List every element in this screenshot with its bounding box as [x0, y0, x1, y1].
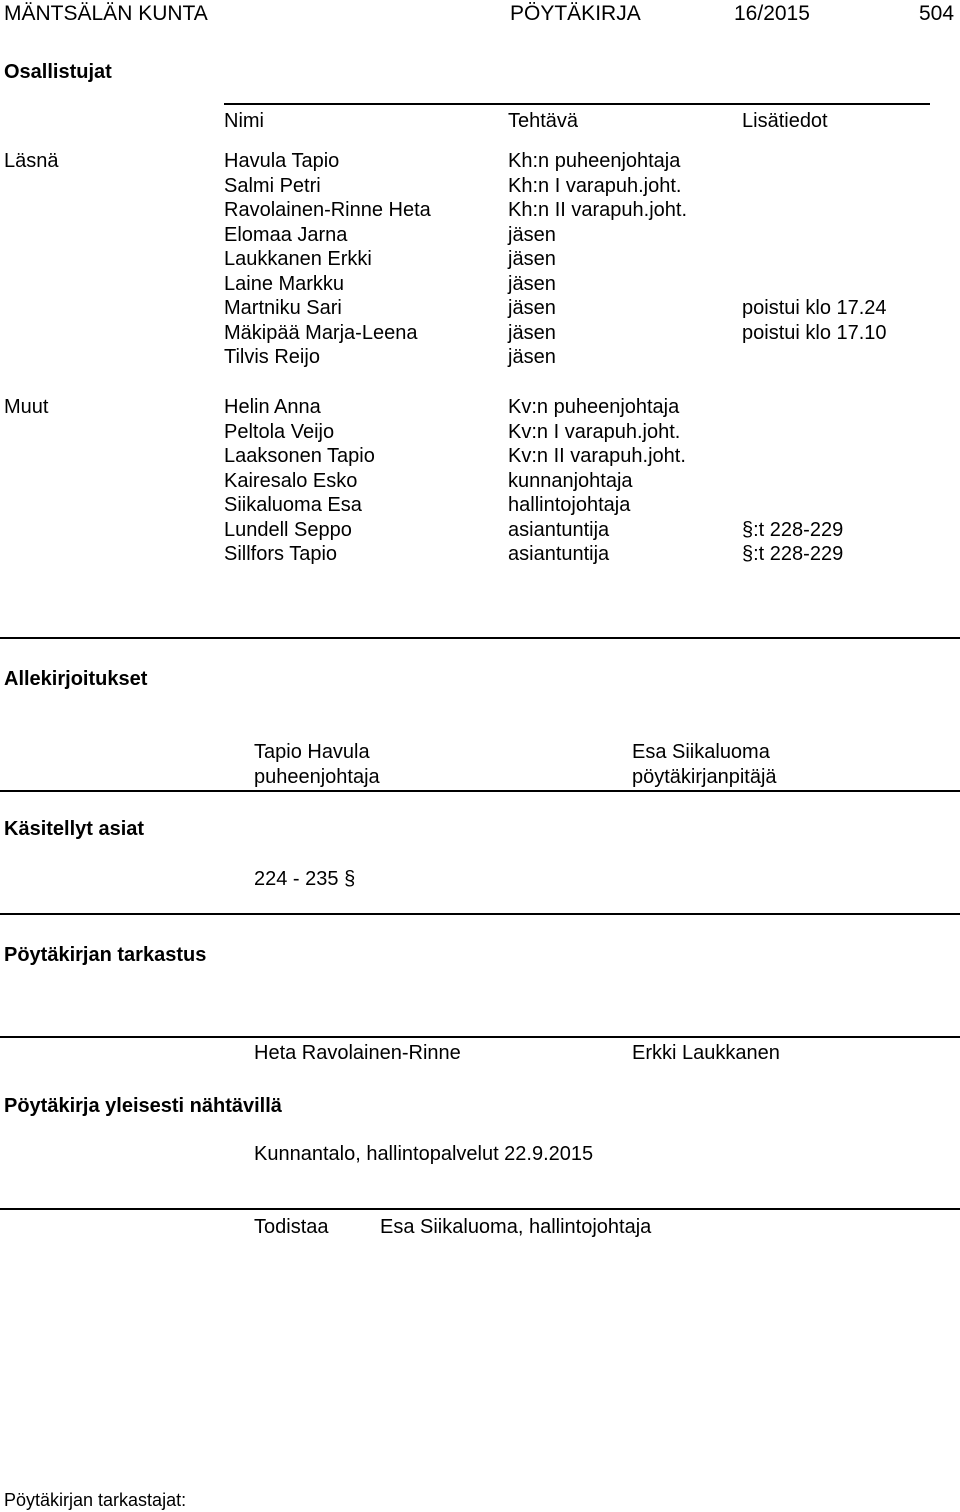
- participant-name: Havula Tapio: [224, 150, 340, 172]
- participant-role: Kh:n puheenjohtaja: [508, 150, 681, 172]
- participant-role: Kh:n II varapuh.joht.: [508, 199, 688, 221]
- section-divider: [0, 637, 960, 639]
- participant-role: asiantuntija: [508, 543, 610, 565]
- participant-role: Kv:n I varapuh.joht.: [508, 420, 681, 443]
- column-header-name: Nimi: [224, 110, 264, 132]
- participant-name: Elomaa Jarna: [224, 223, 348, 246]
- participant-name: Ravolainen-Rinne Heta: [224, 199, 431, 221]
- participant-role: asiantuntija: [508, 518, 610, 541]
- participant-name: Helin Anna: [224, 396, 321, 418]
- group-label-present: Läsnä: [4, 150, 59, 172]
- certify-label: Todistaa: [254, 1216, 329, 1238]
- participant-info: poistui klo 17.10: [742, 321, 887, 344]
- chair-role: puheenjohtaja: [254, 766, 380, 788]
- participant-name: Siikaluoma Esa: [224, 494, 362, 516]
- participant-role: jäsen: [508, 272, 556, 295]
- participant-role: jäsen: [508, 321, 556, 344]
- participant-name: Kairesalo Esko: [224, 469, 358, 492]
- participant-name: Mäkipää Marja-Leena: [224, 321, 418, 344]
- section-title-participants: Osallistujat: [4, 61, 112, 83]
- section-divider: [0, 913, 960, 915]
- participant-info: poistui klo 17.24: [742, 297, 887, 319]
- participant-name: Tilvis Reijo: [224, 346, 320, 368]
- participant-name: Laukkanen Erkki: [224, 248, 372, 270]
- chair-name: Tapio Havula: [254, 741, 370, 763]
- participant-name: Peltola Veijo: [224, 420, 335, 443]
- secretary-name: Esa Siikaluoma: [632, 741, 770, 763]
- group-label-others: Muut: [4, 396, 49, 418]
- participant-role: Kh:n I varapuh.joht.: [508, 174, 682, 197]
- participant-role: Kv:n puheenjohtaja: [508, 396, 680, 418]
- participant-name: Salmi Petri: [224, 174, 321, 197]
- review-signature-line: [0, 1036, 960, 1038]
- column-header-rule: [224, 103, 930, 105]
- handled-range: 224 - 235 §: [254, 868, 356, 890]
- participant-role: kunnanjohtaja: [508, 469, 633, 492]
- section-title-handled: Käsitellyt asiat: [4, 818, 145, 840]
- participant-name: Martniku Sari: [224, 297, 342, 319]
- participant-name: Lundell Seppo: [224, 518, 352, 541]
- public-place-date: Kunnantalo, hallintopalvelut 22.9.2015: [254, 1143, 594, 1165]
- reviewer-2-name: Erkki Laukkanen: [632, 1042, 780, 1064]
- participant-role: jäsen: [508, 297, 556, 319]
- participant-role: hallintojohtaja: [508, 494, 631, 516]
- participant-info: §:t 228-229: [742, 543, 844, 565]
- participant-role: jäsen: [508, 346, 556, 368]
- column-header-role: Tehtävä: [508, 110, 579, 132]
- certify-signature-line: [0, 1208, 960, 1210]
- participant-name: Laaksonen Tapio: [224, 445, 375, 467]
- document-number: 16/2015: [734, 2, 810, 25]
- participant-info: §:t 228-229: [742, 518, 844, 541]
- section-title-review: Pöytäkirjan tarkastus: [4, 944, 207, 966]
- column-header-info: Lisätiedot: [742, 110, 828, 132]
- participant-role: Kv:n II varapuh.joht.: [508, 445, 686, 467]
- document-type: PÖYTÄKIRJA: [510, 2, 641, 25]
- section-title-signatures: Allekirjoitukset: [4, 668, 148, 690]
- section-title-public: Pöytäkirja yleisesti nähtävillä: [4, 1095, 282, 1117]
- reviewer-1-name: Heta Ravolainen-Rinne: [254, 1042, 461, 1064]
- certify-by: Esa Siikaluoma, hallintojohtaja: [380, 1216, 652, 1238]
- page-number: 504: [919, 2, 955, 25]
- secretary-role: pöytäkirjanpitäjä: [632, 766, 777, 788]
- participant-name: Sillfors Tapio: [224, 543, 338, 565]
- section-divider: [0, 790, 960, 792]
- participant-role: jäsen: [508, 248, 556, 270]
- footer-reviewers-label: Pöytäkirjan tarkastajat:: [4, 1490, 187, 1510]
- participant-name: Laine Markku: [224, 272, 345, 295]
- participant-role: jäsen: [508, 223, 556, 246]
- municipality-name: MÄNTSÄLÄN KUNTA: [4, 2, 208, 25]
